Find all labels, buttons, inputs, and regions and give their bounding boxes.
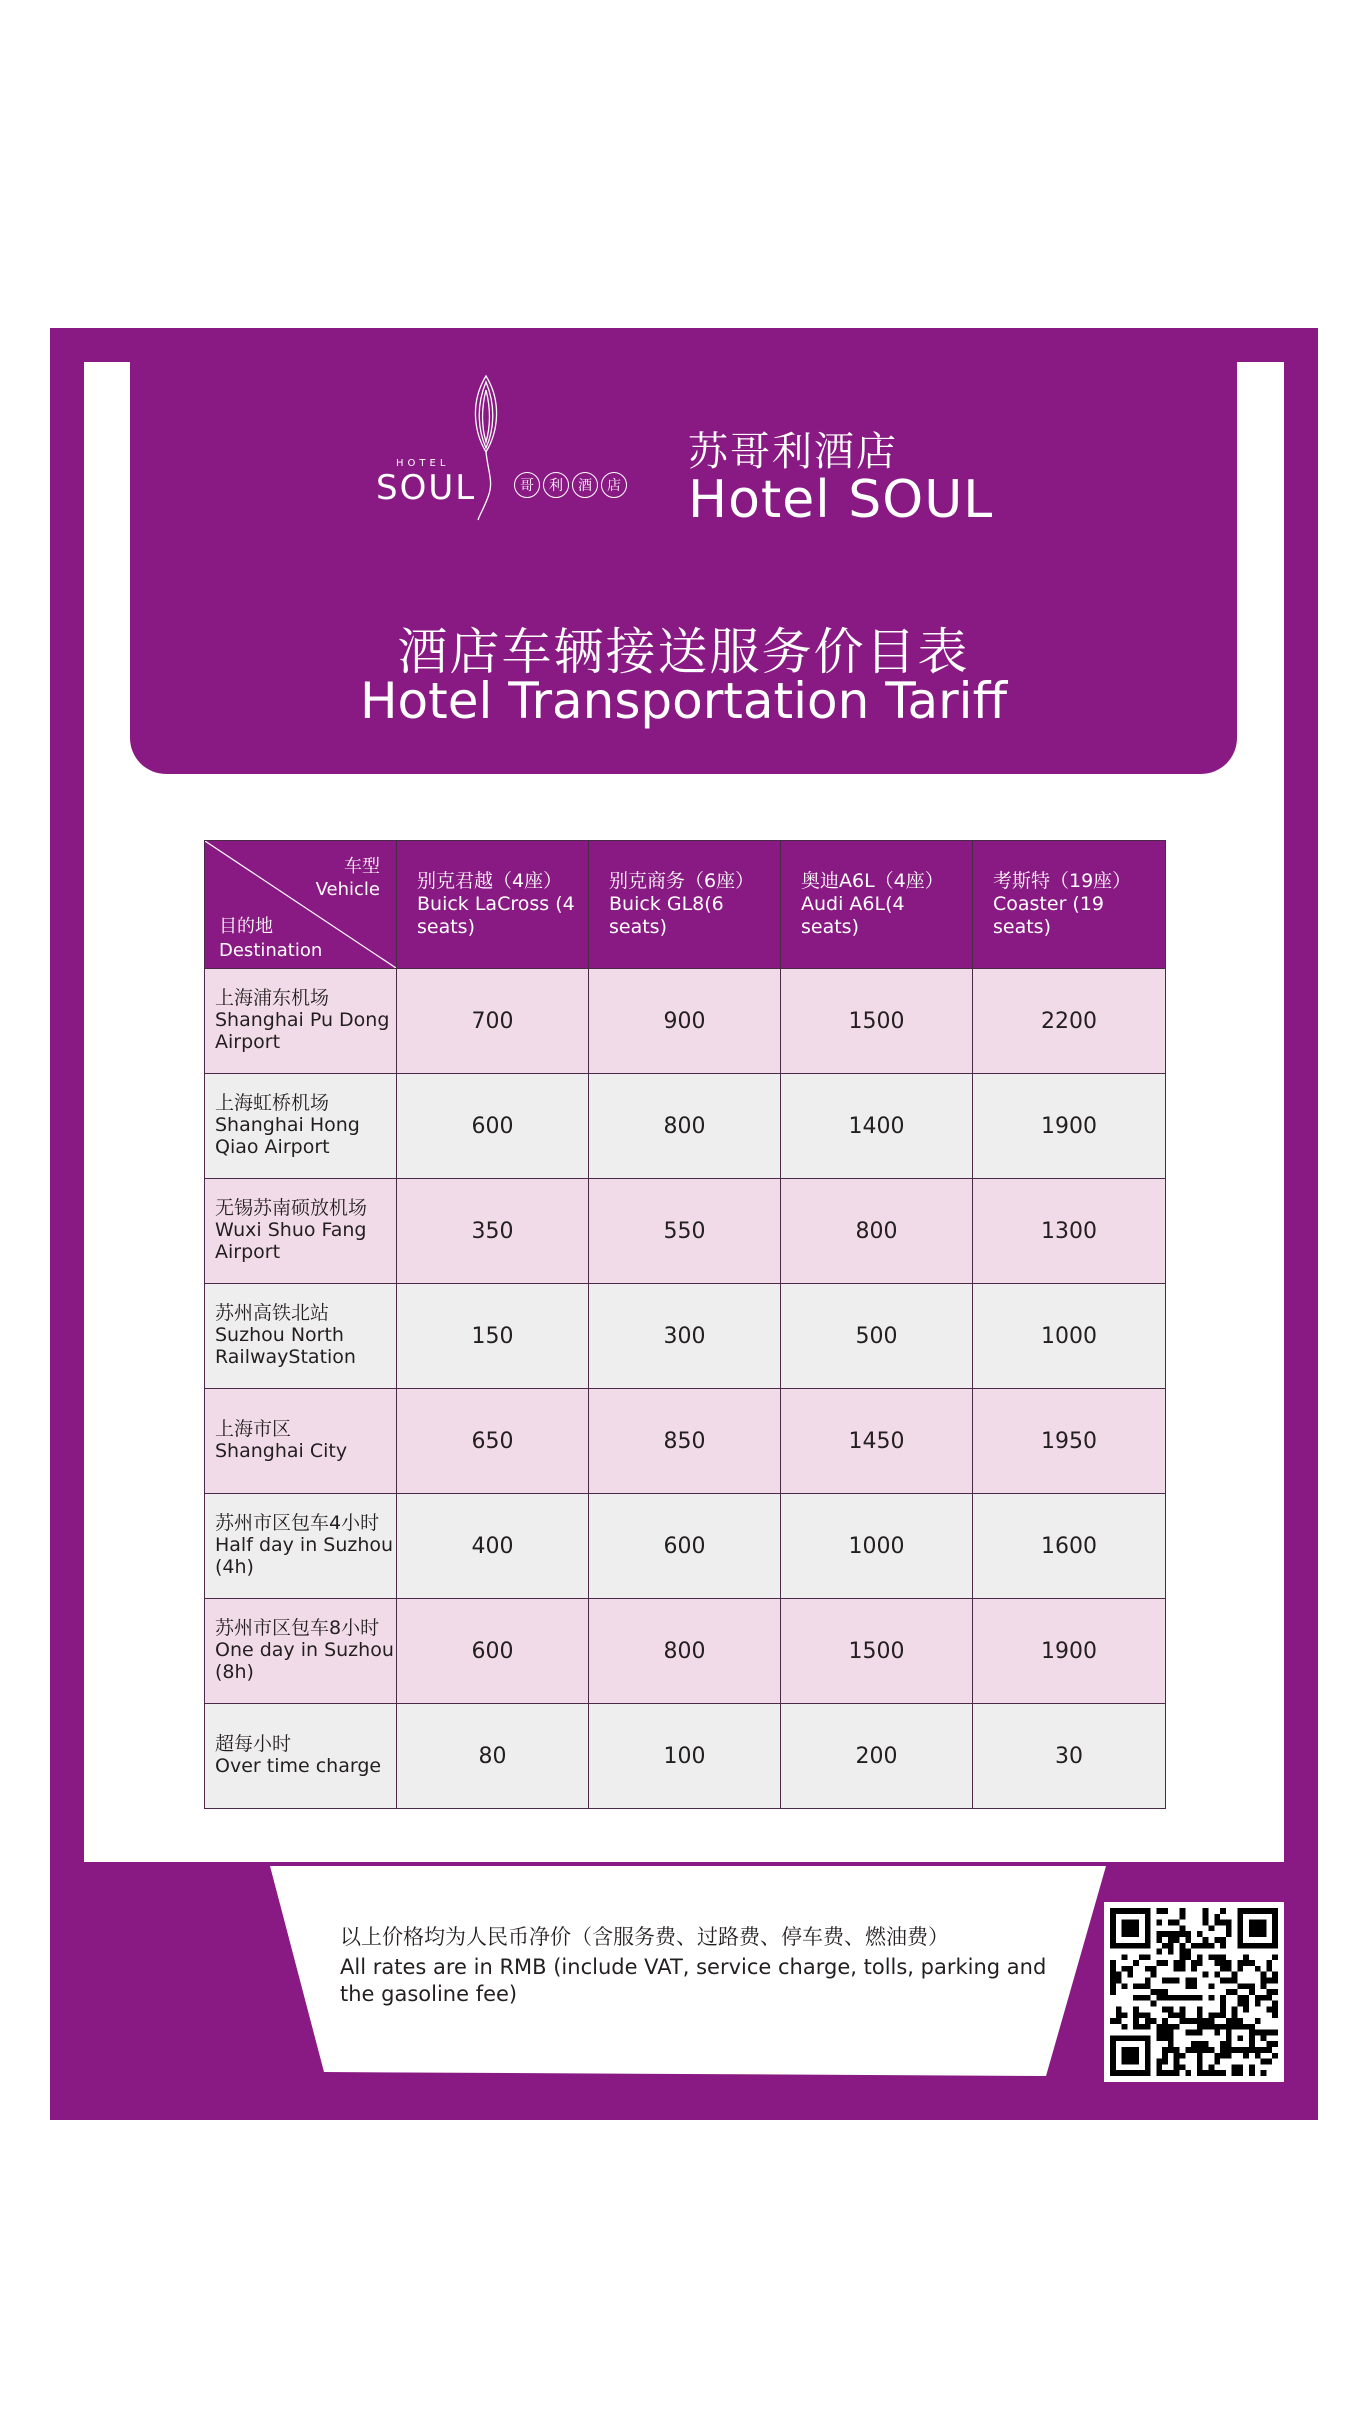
vehicle-label [316,855,380,902]
column-header-audi-a6l [781,841,973,969]
destination-en: Wuxi Shuo Fang Airport [215,1219,367,1263]
rates-note-cn: 以上价格均为人民币净价（含服务费、过路费、停车费、燃油费） [340,1925,949,1949]
qr-code-icon [1110,1908,1278,2076]
destination-cell [205,1389,397,1494]
column-header-en: Audi A6L(4 seats) [801,893,905,938]
tariff-table [204,840,1166,1809]
vehicle-label-cn: 车型 [344,856,380,877]
hotel-logo [370,372,650,522]
logo-badge: 利 [543,472,569,498]
destination-label-en: Destination [219,939,323,961]
price-cell: 650 [397,1389,589,1494]
destination-cn: 苏州市区包车4小时 [215,1512,380,1535]
price-cell: 1500 [781,1599,973,1704]
price-cell: 600 [397,1599,589,1704]
price-cell: 700 [397,969,589,1074]
logo-badge: 酒 [572,472,598,498]
table-row [205,1284,1166,1389]
price-cell: 1500 [781,969,973,1074]
price-cell: 1900 [973,1074,1166,1179]
table-row [205,1599,1166,1704]
price-cell: 200 [781,1704,973,1809]
price-cell: 500 [781,1284,973,1389]
destination-en: Suzhou North RailwayStation [215,1324,356,1368]
price-cell: 1000 [781,1494,973,1599]
destination-cell [205,1179,397,1284]
destination-en: Half day in Suzhou (4h) [215,1534,394,1578]
price-cell: 2200 [973,969,1166,1074]
price-cell: 80 [397,1704,589,1809]
column-header-buick-gl8 [589,841,781,969]
destination-cell [205,1494,397,1599]
price-cell: 1950 [973,1389,1166,1494]
price-cell: 800 [781,1179,973,1284]
price-cell: 150 [397,1284,589,1389]
destination-cn: 无锡苏南硕放机场 [215,1197,368,1220]
price-cell: 30 [973,1704,1166,1809]
destination-cell [205,969,397,1074]
column-header-en: Coaster (19 seats) [993,893,1105,938]
destination-cn: 上海市区 [215,1418,292,1441]
destination-cn: 上海浦东机场 [215,987,330,1010]
destination-label [219,915,322,962]
table-row [205,969,1166,1074]
destination-cn: 超每小时 [215,1733,292,1756]
table-row [205,1179,1166,1284]
page-title-cn: 酒店车辆接送服务价目表 [397,623,970,681]
destination-en: Over time charge [215,1755,382,1777]
column-header-cn: 别克商务（6座） [609,870,755,893]
column-header-buick-lacross [397,841,589,969]
destination-cell [205,1599,397,1704]
destination-en: Shanghai City [215,1440,348,1462]
destination-cn: 上海虹桥机场 [215,1092,330,1115]
column-header-en: Buick LaCross (4 seats) [417,893,575,938]
brand-name-cn: 苏哥利酒店 [688,429,898,475]
column-header-en: Buick GL8(6 seats) [609,893,724,938]
price-cell: 100 [589,1704,781,1809]
qr-code [1104,1902,1284,2082]
price-cell: 1300 [973,1179,1166,1284]
corner-header [205,841,397,969]
destination-cn: 苏州市区包车8小时 [215,1617,380,1640]
vehicle-label-en: Vehicle [315,879,380,901]
price-cell: 1600 [973,1494,1166,1599]
column-header-cn: 别克君越（4座） [417,870,563,893]
table-row [205,1389,1166,1494]
destination-en: One day in Suzhou (8h) [215,1639,394,1683]
price-cell: 1000 [973,1284,1166,1389]
logo-badge: 哥 [514,472,540,498]
column-header-cn: 奥迪A6L（4座） [801,870,944,893]
price-cell: 800 [589,1599,781,1704]
price-cell: 1400 [781,1074,973,1179]
destination-label-cn: 目的地 [219,916,273,938]
price-cell: 350 [397,1179,589,1284]
destination-en: Shanghai Hong Qiao Airport [215,1114,360,1158]
price-cell: 1450 [781,1389,973,1494]
brand-name-en: Hotel SOUL [688,470,994,530]
price-cell: 400 [397,1494,589,1599]
logo-badge: 店 [601,472,627,498]
column-header-cn: 考斯特（19座） [993,870,1132,893]
column-header-coaster [973,841,1166,969]
table-row [205,1704,1166,1809]
price-cell: 850 [589,1389,781,1494]
rates-note [340,1924,1060,2007]
logo-soul-text: SOUL [376,468,477,508]
price-cell: 800 [589,1074,781,1179]
destination-en: Shanghai Pu Dong Airport [215,1009,390,1053]
page-title-en: Hotel Transportation Tariff [359,672,1008,730]
price-cell: 1900 [973,1599,1166,1704]
destination-cn: 苏州高铁北站 [215,1302,330,1325]
destination-cell [205,1074,397,1179]
price-cell: 550 [589,1179,781,1284]
rates-note-en: All rates are in RMB (include VAT, service charge, tolls, parking and the gasoline fee) [340,1955,1047,2006]
destination-cell [205,1284,397,1389]
table-header-row [205,841,1166,969]
price-cell: 900 [589,969,781,1074]
price-cell: 300 [589,1284,781,1389]
logo-cn-badges [514,472,627,498]
destination-cell [205,1704,397,1809]
price-cell: 600 [397,1074,589,1179]
price-cell: 600 [589,1494,781,1599]
logo-hotel-text: HOTEL [396,458,450,469]
table-row [205,1074,1166,1179]
table-row [205,1494,1166,1599]
